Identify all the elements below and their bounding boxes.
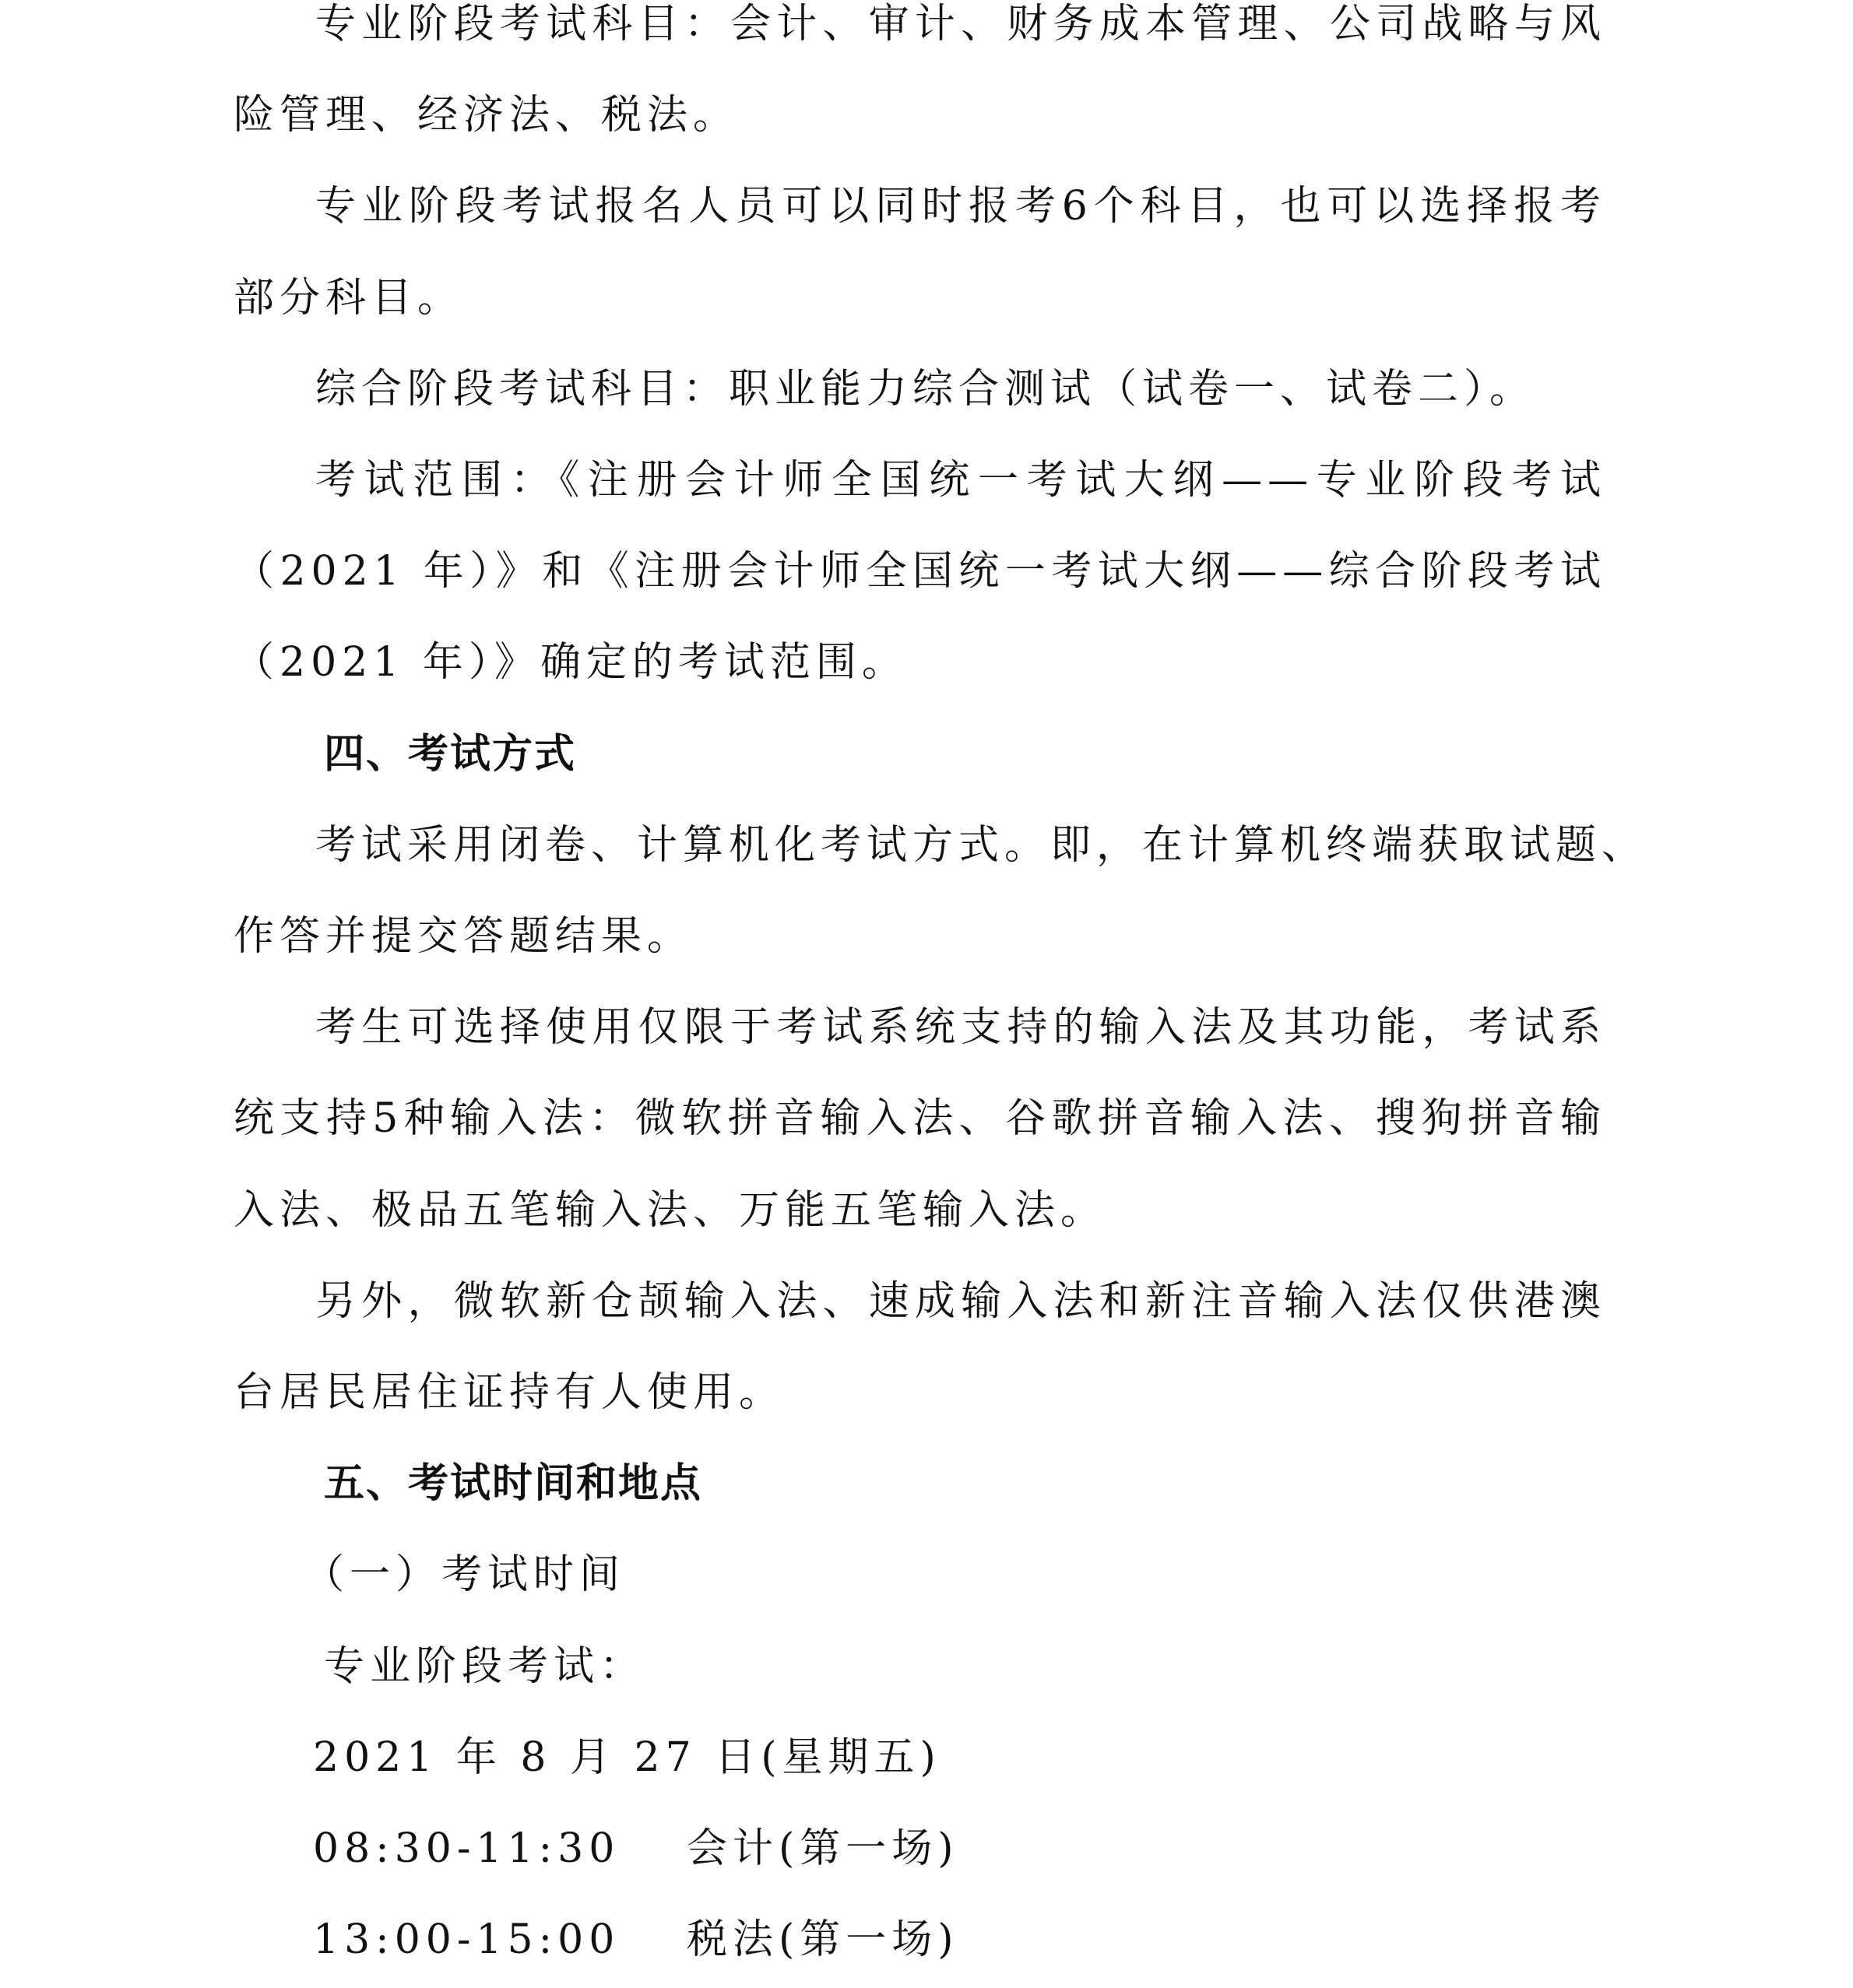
paragraph-line: 作答并提交答题结果。 (234, 913, 694, 960)
paragraph-line: 考试范围：《注册会计师全国统一考试大纲——专业阶段考试 (315, 457, 1606, 504)
paragraph-line: 专业阶段考试科目：会计、审计、财务成本管理、公司战略与风 (315, 1, 1606, 47)
paragraph-line: 考生可选择使用仅限于考试系统支持的输入法及其功能，考试系 (315, 1004, 1606, 1052)
paragraph-line: 台居民居住证持有人使用。 (234, 1369, 786, 1416)
paragraph-line: 险管理、经济法、税法。 (234, 92, 740, 139)
paragraph-line: 综合阶段考试科目：职业能力综合测试（试卷一、试卷二）。 (315, 365, 1536, 413)
paragraph-line: 专业阶段考试报名人员可以同时报考6个科目，也可以选择报考 (315, 183, 1606, 230)
paragraph-line: 入法、极品五笔输入法、万能五笔输入法。 (234, 1186, 1107, 1234)
section-heading: 五、考试时间和地点 (324, 1460, 703, 1508)
paragraph-line: （2021 年）》确定的考试范围。 (234, 639, 908, 687)
paragraph-line: 专业阶段考试： (324, 1642, 646, 1690)
subsection-heading: （一）考试时间 (304, 1551, 626, 1599)
paragraph-line: 考试采用闭卷、计算机化考试方式。即，在计算机终端获取试题、 (315, 821, 1648, 869)
schedule-time: 08:30-11:30 (313, 1825, 621, 1872)
section-heading: 四、考试方式 (324, 730, 577, 778)
paragraph-line: 另外，微软新仓颉输入法、速成输入法和新注音输入法仅供港澳 (315, 1277, 1606, 1325)
paragraph-line: 部分科目。 (234, 274, 464, 321)
schedule-subject: 税法(第一场) (687, 1916, 959, 1964)
exam-date: 2021 年 8 月 27 日(星期五) (313, 1733, 941, 1781)
schedule-time: 13:00-15:00 (313, 1916, 621, 1964)
paragraph-line: 统支持5种输入法：微软拼音输入法、谷歌拼音输入法、搜狗拼音输 (234, 1095, 1606, 1143)
paragraph-line: （2021 年）》和《注册会计师全国统一考试大纲——综合阶段考试 (234, 548, 1606, 595)
schedule-subject: 会计(第一场) (687, 1825, 959, 1872)
